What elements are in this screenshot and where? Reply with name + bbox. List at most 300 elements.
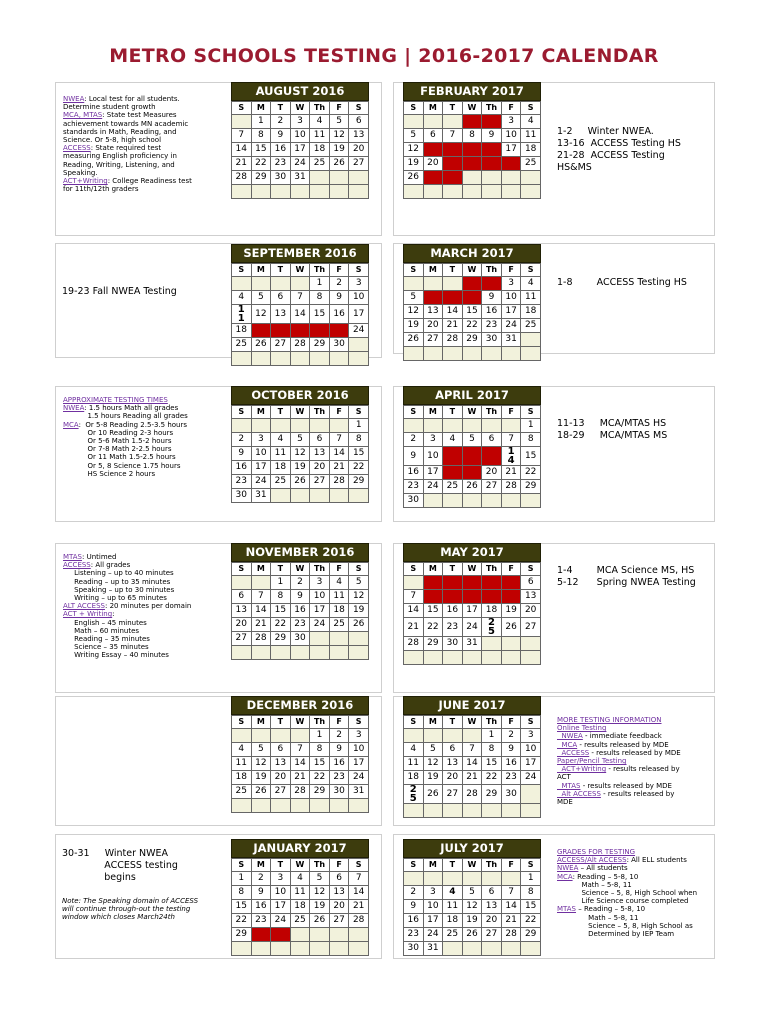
calendar-empty-cell (443, 872, 463, 886)
calendar-day: 6 (521, 576, 541, 590)
calendar-empty-cell (349, 338, 369, 352)
weekday-header: M (251, 102, 271, 115)
calendar-day: 7 (501, 433, 521, 447)
note-line: 18-29 MCA/MTAS MS (557, 430, 668, 441)
calendar-day: 24 (462, 618, 482, 637)
calendar-day: 31 (290, 171, 310, 185)
weekday-header: T (443, 563, 463, 576)
calendar-day: 2 (290, 576, 310, 590)
calendar-day: 19 (462, 466, 482, 480)
weekday-header: Th (482, 859, 502, 872)
weekday-header: W (462, 716, 482, 729)
calendar-day: 11 (404, 757, 424, 771)
note-line (63, 578, 228, 586)
calendar-day: 10 (310, 590, 330, 604)
calendar-day: 30 (443, 637, 463, 651)
calendar-day: 6 (482, 433, 502, 447)
weekday-header: Th (310, 406, 330, 419)
calendar-day: 14 (501, 900, 521, 914)
note-text: for 11th/12th graders (63, 185, 139, 194)
calendar-day: 28 (329, 475, 349, 489)
calendar-empty-cell (404, 115, 424, 129)
calendar-empty-cell (404, 185, 424, 199)
note-text: : Reading – 5-8, 10 (572, 872, 639, 881)
calendar-day: 4 (310, 115, 330, 129)
calendar-empty-cell (521, 494, 541, 508)
calendar-day: 12 (349, 590, 369, 604)
note-text: – Reading – 5-8, 10 (576, 905, 646, 914)
calendar-day: 23 (271, 157, 291, 171)
note-term: MTAS (63, 553, 83, 561)
note-line (557, 897, 709, 905)
calendar-day: 21 (443, 319, 463, 333)
note-line (63, 651, 228, 659)
calendar-day: 17 (423, 466, 443, 480)
calendar-day: 20 (423, 319, 443, 333)
note-text: Or 5, 8 Science 1.75 hours (63, 461, 181, 470)
calendar-day: 14 (251, 604, 271, 618)
calendar-day: 18 (404, 771, 424, 785)
note-text: MDE (557, 798, 573, 807)
note-line (63, 152, 228, 160)
calendar-day: 30 (329, 785, 349, 799)
calendar-day: 8 (521, 433, 541, 447)
calendar-empty-cell (404, 419, 424, 433)
calendar-empty-cell (423, 185, 443, 199)
calendar-empty-cell (482, 804, 502, 818)
calendar-empty-cell (443, 419, 463, 433)
calendar-empty-cell (501, 494, 521, 508)
calendar-day: 31 (251, 489, 271, 503)
calendar-day: 19 (290, 461, 310, 475)
calendar-day: 28 (251, 632, 271, 646)
note-line (63, 437, 228, 445)
calendar-empty-cell (501, 872, 521, 886)
weekday-header: F (329, 859, 349, 872)
calendar-empty-cell (310, 928, 330, 942)
calendar-day: 10 (501, 129, 521, 143)
note-text: - immediate feedback (582, 732, 662, 741)
calendar-empty-cell (271, 277, 291, 291)
calendar-day: 25 (443, 480, 463, 494)
calendar-day: 21 (232, 157, 252, 171)
calendar-day: 26 (404, 171, 424, 185)
note-term: Paper/Pencil Testing (557, 757, 627, 766)
calendar-empty-cell (232, 115, 252, 129)
calendar-day: 14 (290, 757, 310, 771)
calendar-empty-cell (423, 651, 443, 665)
calendar-empty-cell (329, 419, 349, 433)
calendar-empty-cell (232, 419, 252, 433)
note-line (63, 470, 228, 478)
note-line (63, 111, 228, 119)
calendar-empty-cell (423, 872, 443, 886)
calendar-empty-cell (290, 729, 310, 743)
calendar-day: 19 (423, 771, 443, 785)
calendar-day: 27 (329, 914, 349, 928)
notes-march (557, 277, 707, 289)
note-line (557, 732, 709, 740)
calendar-empty-cell (423, 347, 443, 361)
calendar-october-2016 (231, 386, 369, 503)
calendar-day: 21 (349, 900, 369, 914)
note-term: MCA (63, 420, 79, 429)
calendar-empty-cell (232, 185, 252, 199)
calendar-empty-cell (251, 185, 271, 199)
calendar-empty-cell (349, 646, 369, 660)
note-text: Speaking. (63, 168, 98, 177)
calendar-day: 24 (271, 914, 291, 928)
calendar-day: 17 (251, 461, 271, 475)
calendar-day: 24 (423, 928, 443, 942)
calendar-empty-cell (501, 804, 521, 818)
note-term: ACCESS (63, 561, 91, 570)
calendar-day: 16 (329, 757, 349, 771)
weekday-header: Th (310, 102, 330, 115)
calendar-day: 3 (423, 886, 443, 900)
weekday-header: Th (310, 716, 330, 729)
weekday-header: S (404, 264, 424, 277)
calendar-day: 16 (482, 305, 502, 319)
note-text: Reading – 35 minutes (63, 635, 150, 644)
weekday-header: T (443, 264, 463, 277)
calendar-day: 4 (271, 433, 291, 447)
calendar-day: 10 (423, 447, 443, 466)
calendar-day: 10 (290, 129, 310, 143)
calendar-day: 23 (501, 771, 521, 785)
note-text: Science – 5, 8, High School when (557, 889, 698, 898)
calendar-day: 19 (501, 604, 521, 618)
calendar-empty-cell (482, 942, 502, 956)
calendar-day: 29 (423, 637, 443, 651)
weekday-header: F (329, 264, 349, 277)
calendar-empty-cell (462, 185, 482, 199)
weekday-header: Th (482, 563, 502, 576)
calendar-empty-cell (349, 799, 369, 813)
note-text: Determine student growth (63, 103, 156, 112)
calendar-empty-cell (329, 489, 349, 503)
weekday-header: F (501, 859, 521, 872)
calendar-day: 2 (271, 115, 291, 129)
calendar-day: 2 (482, 277, 502, 291)
calendar-day: 12 (404, 143, 424, 157)
calendar-empty-cell (521, 637, 541, 651)
calendar-day: 9 (329, 743, 349, 757)
calendar-day: 11 (290, 886, 310, 900)
calendar-day: 14 (290, 305, 310, 324)
calendar-empty-cell (521, 785, 541, 804)
weekday-header: S (404, 859, 424, 872)
calendar-empty-cell (462, 804, 482, 818)
calendar-day: 23 (329, 771, 349, 785)
weekday-header: W (290, 859, 310, 872)
note-text: achievement towards MN academic (63, 119, 189, 128)
weekday-header: S (521, 716, 541, 729)
calendar-day: 18 (443, 466, 463, 480)
calendar-day: 10 (501, 291, 521, 305)
calendar-day: 2 (443, 576, 463, 590)
calendar-empty-cell (423, 419, 443, 433)
calendar-day: 5 (501, 576, 521, 590)
calendar-may-2017 (403, 543, 541, 665)
calendar-day: 3 (501, 277, 521, 291)
calendar-day: 11 (232, 757, 252, 771)
note-line (63, 586, 228, 594)
weekday-header: T (271, 859, 291, 872)
notes-testing-times (63, 396, 228, 478)
note-text: Math – 5-8, 11 (557, 880, 632, 889)
note-line: Note: The Speaking domain of ACCESS (62, 897, 199, 905)
page-title: METRO SCHOOLS TESTING | 2016-2017 CALENDAR (109, 45, 659, 67)
note-term: Alt ACCESS (557, 789, 601, 798)
calendar-day: 16 (482, 143, 502, 157)
calendar-day: 20 (271, 771, 291, 785)
weekday-header: M (423, 102, 443, 115)
calendar-day: 5 (462, 433, 482, 447)
calendar-day: 24 (521, 771, 541, 785)
calendar-empty-cell (482, 637, 502, 651)
calendar-day: 5 (329, 115, 349, 129)
weekday-header: T (443, 859, 463, 872)
weekday-header: Th (310, 859, 330, 872)
weekday-header: T (443, 102, 463, 115)
calendar-empty-cell (521, 185, 541, 199)
calendar-day: 11 (482, 590, 502, 604)
calendar-empty-cell (310, 171, 330, 185)
calendar-day: 22 (310, 771, 330, 785)
calendar-day: 5 (349, 576, 369, 590)
note-line (557, 798, 709, 806)
calendar-empty-cell (501, 637, 521, 651)
weekday-header: Th (482, 102, 502, 115)
note-line (63, 569, 228, 577)
calendar-empty-cell (443, 494, 463, 508)
calendar-empty-cell (404, 804, 424, 818)
calendar-empty-cell (349, 185, 369, 199)
calendar-day: 26 (290, 475, 310, 489)
calendar-day: 24 (349, 771, 369, 785)
calendar-empty-cell (251, 729, 271, 743)
weekday-header: T (443, 716, 463, 729)
weekday-header: S (521, 102, 541, 115)
calendar-day: 8 (271, 590, 291, 604)
calendar-day: 30 (290, 632, 310, 646)
calendar-empty-cell (404, 729, 424, 743)
weekday-header: S (349, 102, 369, 115)
calendar-day: 21 (501, 466, 521, 480)
calendar-day: 27 (443, 785, 463, 804)
calendar-empty-cell (521, 942, 541, 956)
calendar-empty-cell (521, 171, 541, 185)
weekday-header: W (462, 859, 482, 872)
calendar-day: 22 (521, 914, 541, 928)
calendar-day: 18 (232, 324, 252, 338)
calendar-day: 27 (310, 475, 330, 489)
calendar-day: 21 (404, 618, 424, 637)
calendar-day: 13 (271, 305, 291, 324)
note-line (63, 462, 228, 470)
calendar-day: 5 (251, 743, 271, 757)
note-term: MTAS (557, 781, 581, 790)
note-text: : Untimed (82, 553, 117, 561)
calendar-empty-cell (443, 942, 463, 956)
calendar-empty-cell (232, 352, 252, 366)
calendar-day: 9 (251, 886, 271, 900)
note-line (557, 741, 709, 749)
note-line: will continue through-out the testing (62, 905, 191, 914)
calendar-day: 7 (251, 590, 271, 604)
weekday-header: F (501, 406, 521, 419)
calendar-day: 15 (232, 900, 252, 914)
weekday-header: T (271, 563, 291, 576)
calendar-day: 30 (501, 785, 521, 804)
calendar-day: 29 (271, 632, 291, 646)
note-term: NWEA (63, 95, 85, 103)
calendar-day: 23 (232, 475, 252, 489)
calendar-empty-cell (404, 347, 424, 361)
calendar-day: 11 (271, 447, 291, 461)
weekday-header: S (349, 716, 369, 729)
calendar-empty-cell (232, 799, 252, 813)
calendar-day: 29 (310, 785, 330, 799)
calendar-day: 7 (290, 743, 310, 757)
calendar-april-2017 (403, 386, 541, 508)
weekday-header: W (290, 102, 310, 115)
calendar-day: 27 (271, 338, 291, 352)
calendar-day: 3 (349, 729, 369, 743)
calendar-day: 10 (251, 447, 271, 461)
calendar-day: 30 (482, 333, 502, 347)
calendar-day: 19 (310, 900, 330, 914)
calendar-day: 9 (404, 900, 424, 914)
calendar-empty-cell (310, 646, 330, 660)
calendar-day: 29 (349, 475, 369, 489)
calendar-day: 4 (329, 576, 349, 590)
weekday-header: F (501, 102, 521, 115)
calendar-day: 2 (404, 886, 424, 900)
note-text: – All students (578, 864, 628, 873)
calendar-day: 6 (482, 886, 502, 900)
weekday-header: S (232, 406, 252, 419)
note-line (63, 610, 228, 618)
calendar-day: 30 (271, 171, 291, 185)
calendar-empty-cell (251, 646, 271, 660)
calendar-empty-cell (462, 729, 482, 743)
calendar-day: 17 (310, 604, 330, 618)
calendar-day: 28 (290, 785, 310, 799)
calendar-day: 29 (521, 480, 541, 494)
calendar-day: 9 (290, 590, 310, 604)
calendar-day: 24 (423, 480, 443, 494)
calendar-day: 18 (521, 143, 541, 157)
calendar-day: 15 (521, 447, 541, 466)
note-line (557, 914, 709, 922)
calendar-day: 5 (423, 743, 443, 757)
calendar-month-title: SEPTEMBER 2016 (231, 244, 369, 263)
calendar-empty-cell (232, 646, 252, 660)
note-line: ACCESS testing (62, 860, 178, 871)
note-line: 11-13 MCA/MTAS HS (557, 418, 667, 429)
weekday-header: S (232, 264, 252, 277)
calendar-day: 1 (423, 576, 443, 590)
note-term: NWEA (557, 864, 579, 873)
note-line (63, 412, 228, 420)
calendar-empty-cell (290, 489, 310, 503)
calendar-day: 7 (329, 433, 349, 447)
weekday-header: F (501, 264, 521, 277)
calendar-day: 27 (349, 157, 369, 171)
notes-test-descriptions (63, 95, 228, 193)
weekday-header: S (232, 102, 252, 115)
calendar-day: 14 (462, 757, 482, 771)
calendar-empty-cell (329, 928, 349, 942)
calendar-empty-cell (329, 646, 349, 660)
calendar-day: 6 (310, 433, 330, 447)
calendar-month-title: JANUARY 2017 (231, 839, 369, 858)
calendar-day: 23 (482, 319, 502, 333)
weekday-header: S (232, 716, 252, 729)
calendar-day: 9 (329, 291, 349, 305)
calendar-day: 13 (310, 447, 330, 461)
calendar-day: 18 (329, 604, 349, 618)
note-line: 1-8 ACCESS Testing HS (557, 277, 687, 288)
calendar-day: 6 (423, 291, 443, 305)
calendar-day: 28 (349, 914, 369, 928)
calendar-empty-cell (482, 494, 502, 508)
calendar-day: 7 (232, 129, 252, 143)
calendar-day: 7 (404, 590, 424, 604)
weekday-header: S (404, 102, 424, 115)
calendar-day: 20 (482, 466, 502, 480)
note-line (557, 724, 709, 732)
calendar-day: 15 (521, 900, 541, 914)
calendar-empty-cell (462, 651, 482, 665)
calendar-day: 4 (443, 886, 463, 900)
note-text: HS Science 2 hours (63, 469, 156, 478)
calendar-day: 8 (462, 291, 482, 305)
note-text: Determined by IEP Team (557, 930, 675, 939)
note-line (63, 128, 228, 136)
weekday-header: W (462, 406, 482, 419)
calendar-day: 12 (310, 886, 330, 900)
calendar-day: 3 (290, 115, 310, 129)
calendar-empty-cell (290, 277, 310, 291)
calendar-day: 13 (349, 129, 369, 143)
calendar-day: 27 (271, 785, 291, 799)
calendar-day: 26 (423, 785, 443, 804)
calendar-day: 19 (251, 771, 271, 785)
calendar-day: 28 (462, 785, 482, 804)
note-line (63, 421, 228, 429)
calendar-day: 26 (404, 333, 424, 347)
weekday-header: S (349, 859, 369, 872)
calendar-day: 8 (423, 590, 443, 604)
calendar-day: 27 (423, 171, 443, 185)
calendar-february-2017 (403, 82, 541, 199)
calendar-empty-cell (349, 942, 369, 956)
calendar-empty-cell (232, 576, 252, 590)
calendar-empty-cell (404, 277, 424, 291)
note-line (63, 144, 228, 152)
calendar-empty-cell (423, 115, 443, 129)
calendar-day: 12 (290, 447, 310, 461)
calendar-day: 3 (251, 433, 271, 447)
calendar-day: 1 (482, 729, 502, 743)
note-line (557, 905, 709, 913)
calendar-day: 29 (310, 338, 330, 352)
weekday-header: M (251, 859, 271, 872)
calendar-day: 2 (501, 729, 521, 743)
